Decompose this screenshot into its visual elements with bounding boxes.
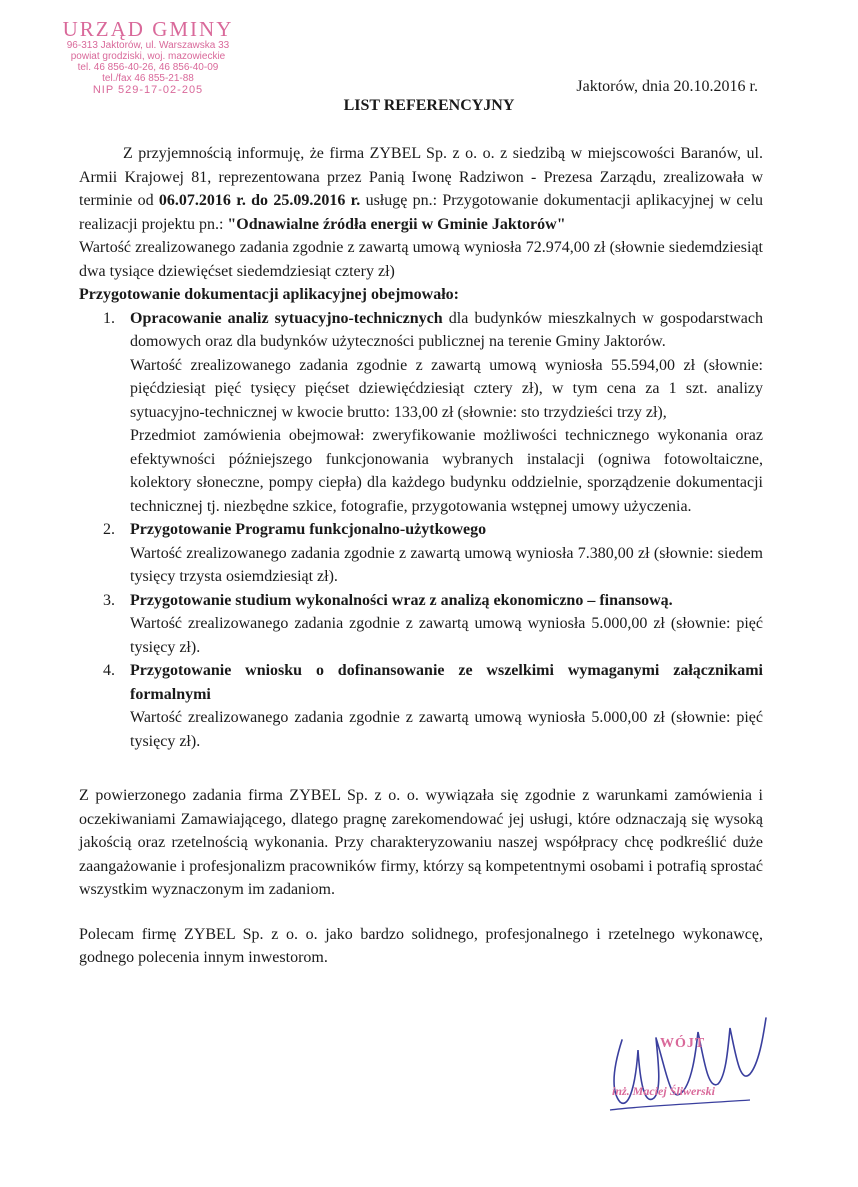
item-value: Wartość zrealizowanego zadania zgodnie z zawartą umową wyniosła 5.000,00 zł (słownie: pięć tysięcy zł). bbox=[130, 709, 763, 750]
list-item bbox=[79, 307, 763, 519]
date-from: 06.07.2016 r. bbox=[158, 192, 246, 209]
item-heading: Przygotowanie wniosku o dofinansowanie ze wszelkimi wymaganymi załącznikami formalnymi bbox=[130, 662, 763, 703]
intro-text-1: Z przyjemnością informuję, że firma ZYBEL Sp. z o. o. z siedzibą w miejscowości Baranów, ul. Armii Krajowej 81, reprezentowana przez Panią Iwonę Radziwon - Prezesa Zarządu, zrealizowała w terminie od bbox=[79, 145, 763, 209]
item-heading-rest: dla budynków mieszkalnych w gospodarstwach domowych oraz dla budynków użyteczności publicznej na terenie Gminy Jaktorów. bbox=[130, 309, 763, 350]
item-number: 3. bbox=[103, 591, 115, 609]
item-heading: Przygotowanie studium wykonalności wraz z analizą ekonomiczno – finansową. bbox=[130, 591, 673, 609]
item-number: 1. bbox=[103, 309, 115, 327]
scope-heading-text: Przygotowanie dokumentacji aplikacyjnej obejmowało: bbox=[79, 286, 459, 303]
recommendation-paragraph: Polecam firmę ZYBEL Sp. z o. o. jako bardzo solidnego, profesjonalnego i rzetelnego wykonawcę, godnego polecenia innym inwestorom. bbox=[79, 925, 763, 966]
list-item bbox=[79, 589, 763, 660]
stamp-district: powiat grodziski, woj. mazowieckie bbox=[70, 51, 226, 62]
stamp-title: URZĄD GMINY bbox=[62, 17, 234, 41]
letter-body bbox=[79, 142, 763, 970]
intro-paragraph bbox=[79, 142, 763, 236]
signature-office-stamp: WÓJT bbox=[660, 1036, 706, 1051]
item-value: Wartość zrealizowanego zadania zgodnie z zawartą umową wyniosła 55.594,00 zł (słownie: pięćdziesiąt pięć tysięcy pięćset dziewięćdziesiąt cztery zł), w tym cena za 1 szt. analizy sytuacyjno-technicznej w kwocie brutto: 133,00 zł (słownie: sto trzydzieści trzy zł), bbox=[130, 356, 763, 421]
closing-paragraph: Z powierzonego zadania firma ZYBEL Sp. z o. o. wywiązała się zgodnie z warunkami zamówienia i oczekiwaniami Zamawiającego, dlatego pragnę zarekomendować jej usługi, które odznaczają się wysoką jakością oraz rzetelnością wykonania. Przy charakteryzowaniu naszej współpracy chcę podkreślić duże zaangażowanie i profesjonalizm pracowników firmy, którzy są kompetentnymi osobami i potrafią sprostać wszystkim wyznaczonym im zadaniom. bbox=[79, 787, 763, 898]
item-heading-bold: Opracowanie analiz sytuacyjno-technicznych bbox=[130, 309, 443, 327]
list-item bbox=[79, 659, 763, 753]
item-value: Wartość zrealizowanego zadania zgodnie z zawartą umową wyniosła 7.380,00 zł (słownie: siedem tysięcy trzysta osiemdziesiąt zł). bbox=[130, 544, 763, 585]
stamp-fax: tel./fax 46 855-21-88 bbox=[102, 73, 194, 84]
project-name: "Odnawialne źródła energii w Gminie Jaktorów" bbox=[227, 215, 566, 233]
item-heading bbox=[130, 310, 763, 351]
date-to: 25.09.2016 r. bbox=[273, 192, 361, 209]
item-value: Wartość zrealizowanego zadania zgodnie z zawartą umową wyniosła 5.000,00 zł (słownie: pięć tysięcy zł). bbox=[130, 615, 763, 656]
letter-date: Jaktorów, dnia 20.10.2016 r. bbox=[576, 78, 758, 95]
scope-list bbox=[79, 307, 763, 754]
item-heading: Przygotowanie Programu funkcjonalno-użytkowego bbox=[130, 521, 487, 538]
signature-name-stamp: inż. Maciej Śliwerski bbox=[612, 1084, 716, 1098]
item-extra: Przedmiot zamówienia obejmował: zweryfikowanie możliwości technicznego wykonania oraz efektywności późniejszego funkcjonowania wybranych instalacji (ogniwa fotowoltaiczne, kolektory słoneczne, pompy ciepła) dla każdego budynku oddzielnie, sporządzenie dokumentacji technicznej tj. niezbędne szkice, fotografie, przygotowania wstępnej umowy użyczenia. bbox=[130, 427, 763, 515]
office-stamp bbox=[48, 18, 248, 96]
intro-text-3: usługę pn.: Przygotowanie dokumentacji aplikacyjnej w celu realizacji projektu pn.: bbox=[79, 192, 764, 233]
handwritten-signature bbox=[600, 1010, 770, 1120]
intro-value: Wartość zrealizowanego zadania zgodnie z zawartą umową wyniosła 72.974,00 zł (słownie siedemdziesiąt dwa tysiące dziewięćset siedemdziesiąt cztery zł) bbox=[79, 239, 763, 280]
stamp-address: 96-313 Jaktorów, ul. Warszawska 33 bbox=[66, 40, 230, 51]
item-number: 4. bbox=[103, 662, 115, 679]
list-item bbox=[79, 518, 763, 589]
stamp-phone: tel. 46 856-40-26, 46 856-40-09 bbox=[77, 62, 219, 73]
scope-heading bbox=[79, 283, 763, 307]
letter-title: LIST REFERENCYJNY bbox=[343, 97, 515, 114]
signature-underline bbox=[610, 1100, 750, 1110]
stamp-nip: NIP 529-17-02-205 bbox=[92, 84, 204, 96]
item-number: 2. bbox=[103, 521, 115, 538]
intro-text-2: do bbox=[245, 192, 274, 209]
